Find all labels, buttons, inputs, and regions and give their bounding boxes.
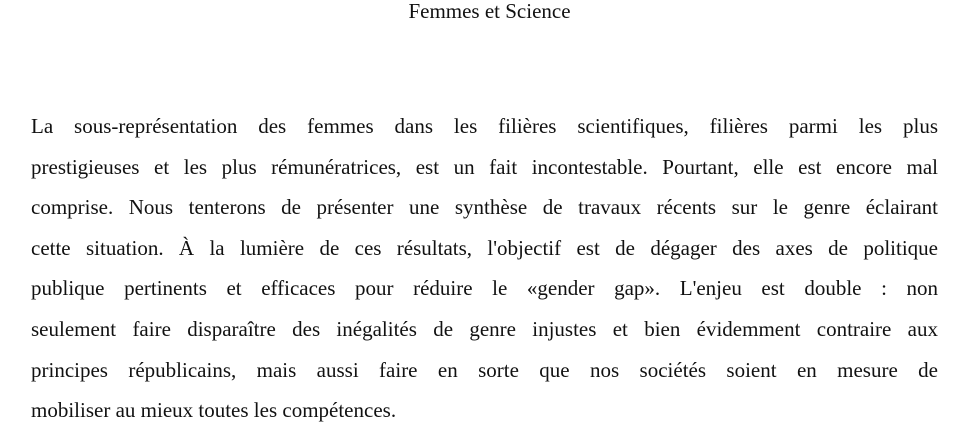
paragraph-line: cette situation. À la lumière de ces résultats, l'objectif est de dégager des axes de politique (31, 235, 938, 260)
paragraph-line: mobiliser au mieux toutes les compétences. (31, 398, 397, 423)
paragraph-line: La sous-représentation des femmes dans les filières scientifiques, filières parmi les plus (31, 114, 938, 138)
paragraph-line: prestigieuses et les plus rémunératrices, est un fait incontestable. Pourtant, elle est encore mal (31, 154, 938, 179)
paragraph-line: principes républicains, mais aussi faire en sorte que nos sociétés soient en mesure de (31, 357, 938, 382)
paragraph-line: seulement faire disparaître des inégalités de genre injustes et bien évidemment contraire aux (31, 316, 938, 341)
document-paragraph (31, 106, 938, 431)
paragraph-line: publique pertinents et efficaces pour réduire le «gender gap». L'enjeu est double : non (31, 276, 938, 301)
paragraph-line: comprise. Nous tenterons de présenter une synthèse de travaux récents sur le genre éclairant (31, 195, 938, 220)
document-title: Femmes et Science (408, 0, 571, 23)
